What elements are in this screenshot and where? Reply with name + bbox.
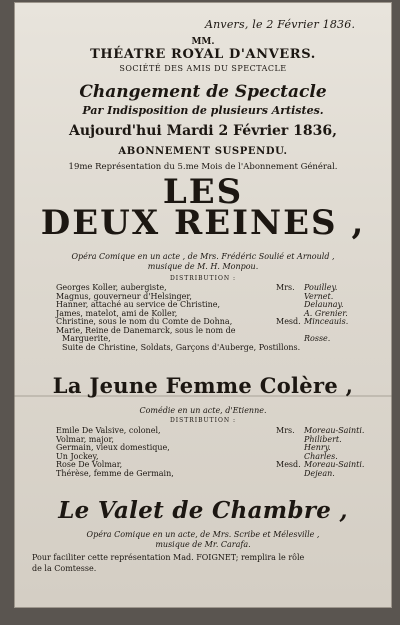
representation-line: 19me Représentation du 5.me Mois de l'Abonnement Général. — [68, 162, 338, 172]
play1-title-line1: LES — [162, 172, 244, 212]
mm-label: MM. — [191, 37, 215, 47]
cast-prefix: Mrs. — [276, 426, 295, 435]
play3-description: Opéra Comique en un acte, de Mrs. Scribe et Mélesville , — [86, 530, 320, 539]
cast-prefix: Mesd. — [276, 317, 301, 326]
cast-role: Magnus, gouverneur d'Helsinger, — [56, 291, 192, 301]
cast-actor: Delaunay. — [304, 300, 344, 309]
cast-actor: Pouilley. — [304, 283, 338, 292]
changement-heading: Changement de Spectacle — [79, 82, 327, 102]
abonnement-line: ABONNEMENT SUSPENDU. — [118, 146, 288, 157]
theatre-name: THÉATRE ROYAL D'ANVERS. — [90, 47, 316, 62]
footer-note-line2: de la Comtesse. — [32, 564, 97, 573]
cast-actor: Minceauis. — [304, 317, 349, 326]
cast-actor: Vernet. — [304, 291, 334, 301]
play2-description: Comédie en un acte, d'Etienne. — [139, 406, 267, 415]
date-line: Anvers, le 2 Février 1836. — [205, 18, 356, 31]
play1-distribution-heading: DISTRIBUTION : — [169, 275, 237, 282]
cast-prefix: Mesd. — [276, 460, 301, 469]
cast-role: Thérèse, femme de Germain, — [56, 468, 174, 478]
cast-role: Un Jockey, — [56, 451, 99, 461]
cast-role: Georges Koller, aubergiste, — [56, 283, 167, 292]
societe-line: SOCIÉTÉ DES AMIS DU SPECTACLE — [119, 64, 287, 73]
cast-actor: Philibert. — [304, 434, 342, 444]
play3-composer: musique de Mr. Carafa. — [155, 540, 251, 549]
cast-role: Rose De Volmar, — [56, 460, 123, 469]
cast-actor: Moreau-Sainti. — [304, 460, 365, 469]
performance-date: Aujourd'hui Mardi 2 Février 1836, — [68, 123, 338, 139]
cast-role: Volmar, major, — [56, 434, 114, 444]
cast-role: Emile De Valsive, colonel, — [56, 426, 161, 435]
cast-actor: A. Grenier. — [304, 308, 348, 318]
play1-title-line2: DEUX REINES , — [40, 203, 366, 243]
cast-actor: Henry. — [304, 443, 331, 452]
footer-note-line1: Pour faciliter cette représentation Mad. FOIGNET; remplira le rôle — [32, 553, 305, 562]
play1-composer: musique de M. H. Monpou. — [147, 262, 259, 271]
play3-title: Le Valet de Chambre , — [58, 497, 348, 524]
cast-role: Hanner, attaché au service de Christine, — [56, 300, 221, 309]
cast-actor: Dejean. — [304, 468, 335, 478]
cast-role: Germain, vieux domestique, — [56, 443, 170, 452]
play1-description: Opéra Comique en un acte , de Mrs. Frédéric Soulié et Arnould , — [71, 252, 335, 261]
cast-actor: Rosse. — [304, 334, 331, 343]
cast-role: Suite de Christine, Soldats, Garçons d'Auberge, Postillons. — [62, 342, 301, 352]
cast-role: Marguerite, — [62, 334, 111, 343]
indisposition-line: Par Indisposition de plusieurs Artistes. — [82, 104, 324, 117]
cast-prefix: Mrs. — [276, 283, 295, 292]
cast-role: Christine, sous le nom du Comte de Dohna, — [56, 317, 233, 326]
play2-title: La Jeune Femme Colère , — [52, 373, 354, 398]
cast-actor: Charles. — [304, 451, 338, 461]
cast-role: Marie, Reine de Danemarck, sous le nom de — [56, 325, 236, 335]
cast-actor: Moreau-Sainti. — [304, 426, 365, 435]
cast-role: James, matelot, ami de Koller, — [56, 308, 178, 318]
play2-distribution-heading: DISTRIBUTION : — [169, 417, 237, 424]
